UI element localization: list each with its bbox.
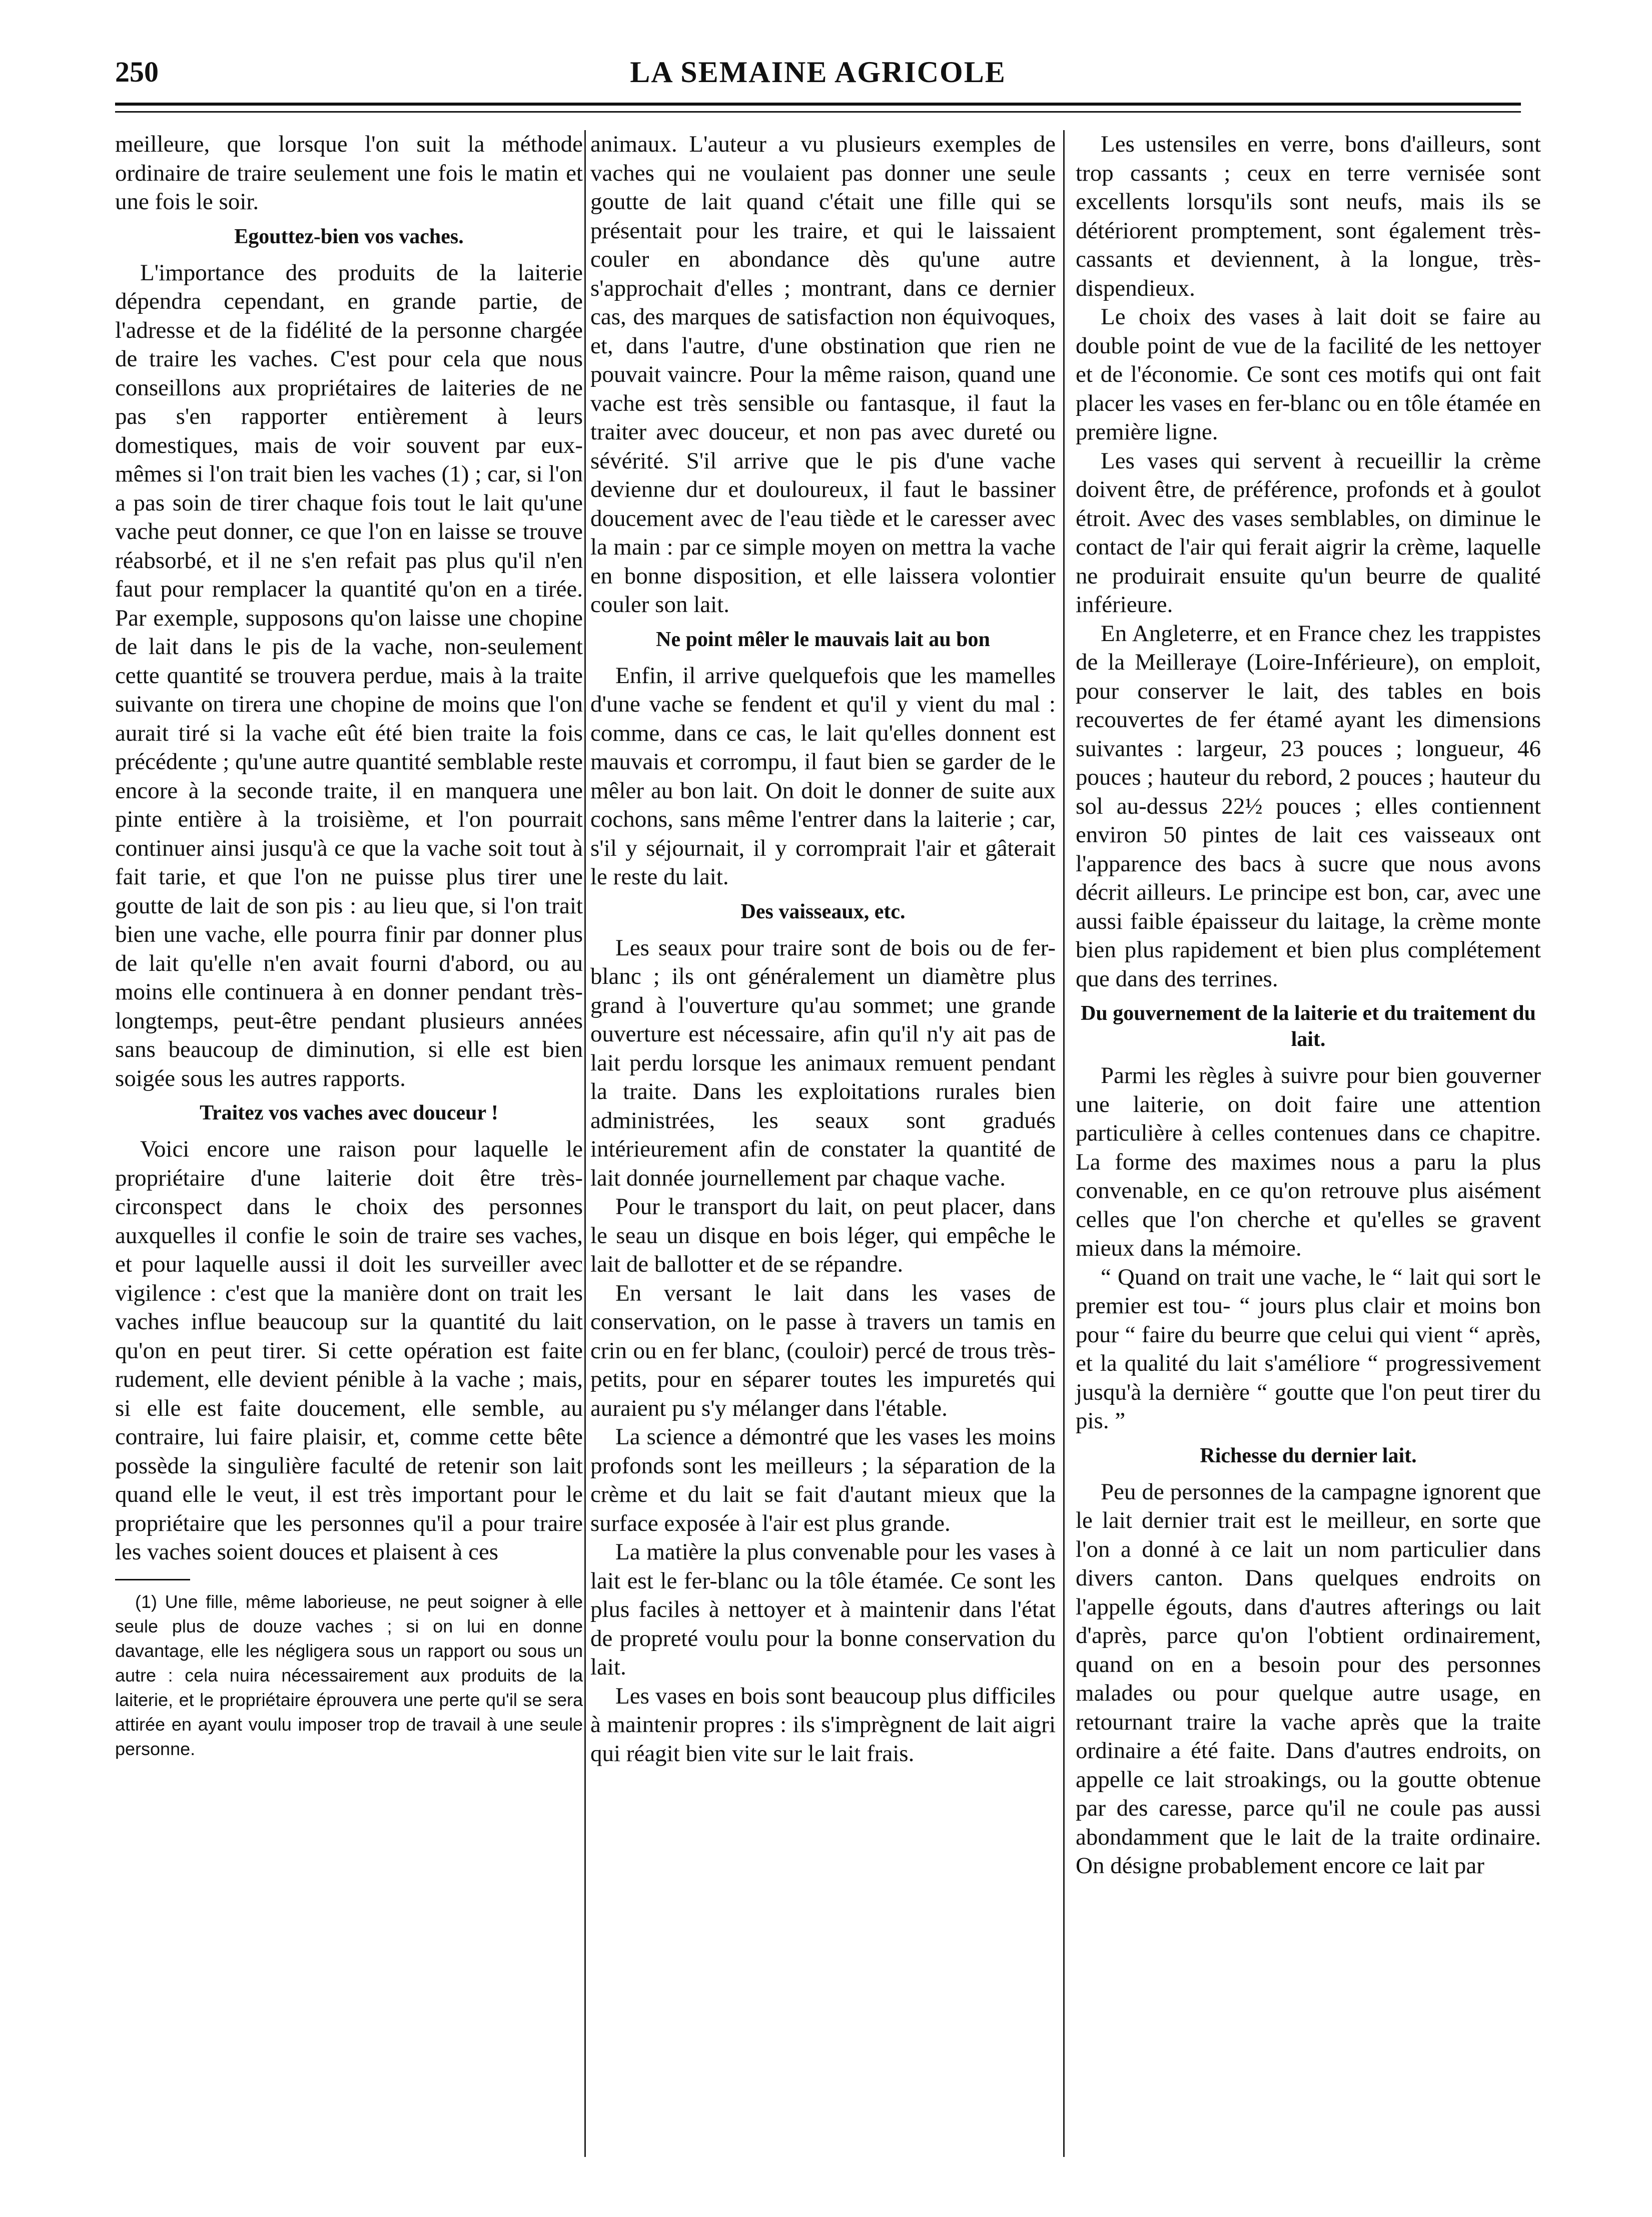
footnote-text: (1) Une fille, même laborieuse, ne peut soigner à elle seule plus de douze vaches ; si on lui en donne davantage, elle les négligera sous un rapport ou sous un autre : cela nuira nécessairement aux produits de la laiterie, et le propriétaire éprouvera une perte qu'il se sera attirée en ayant voulu imposer trop de travail à une seule personne.	[115, 1591, 583, 1759]
paragraph: Les seaux pour traire sont de bois ou de fer-blanc ; ils ont généralement un diamètre plus grand à l'ouverture qu'au sommet; une grande ouverture est nécessaire, afin qu'il n'y ait pas de lait perdu lorsque les animaux remuent pendant la traite. Dans les exploitations rurales bien administrées, les seaux sont gradués intérieurement afin de constater la quantité de lait donnée journellement par chaque vache.	[590, 934, 1056, 1191]
paragraph: animaux. L'auteur a vu plusieurs exemples de vaches qui ne voulaient pas donner une seule goutte de lait quand c'était une fille qui se présentait pour les traire, et qui le laissaient couler en abondance dès qu'une autre s'approchait d'elles ; montrant, dans ce dernier cas, des marques de satisfaction non équivoques, et, dans l'autre, d'une obstination que rien ne pouvait vaincre. Pour la même raison, quand une vache est très sensible ou fantasque, il faut la traiter avec douceur, et non pas avec dureté ou sévérité. S'il arrive que le pis d'une vache devienne dur et douloureux, il faut le bassiner doucement avec de l'eau tiède et le caresser avec la main : par ce simple moyen on mettra la vache en bonne disposition, et elle laissera volontier couler son lait.	[590, 131, 1056, 618]
column-2	[590, 130, 1056, 1768]
section-heading: Du gouvernement de la laiterie et du traitement du lait.	[1081, 1002, 1536, 1051]
paragraph: Les vases en bois sont beaucoup plus difficiles à maintenir propres : ils s'imprègnent de lait aigri qui réagit bien vite sur le lait frais.	[590, 1683, 1056, 1767]
page-number: 250	[115, 56, 159, 88]
paragraph: Parmi les règles à suivre pour bien gouverner une laiterie, on doit faire une attention particulière à celles contenues dans ce chapitre. La forme des maximes nous a paru la plus convenable, en ce qu'on retrouve plus aisément celles que l'on cherche et qu'elles se gravent mieux dans la mémoire.	[1076, 1062, 1541, 1261]
page-header	[115, 55, 1521, 100]
paragraph: La science a démontré que les vases les moins profonds sont les meilleurs ; la séparation de la crème et du lait se fait d'autant mieux que la surface exposée à l'air est plus grande.	[590, 1424, 1056, 1536]
header-rule	[115, 103, 1521, 106]
column-divider	[1063, 130, 1065, 2157]
paragraph: Pour le transport du lait, on peut placer, dans le seau un disque en bois léger, qui empêche le lait de ballotter et de se répandre.	[590, 1194, 1056, 1277]
paragraph: Le choix des vases à lait doit se faire au double point de vue de la facilité de les nettoyer et de l'économie. Ce sont ces motifs qui ont fait placer les vases en fer-blanc ou en tôle étamée en première ligne.	[1076, 304, 1541, 445]
paragraph: La matière la plus convenable pour les vases à lait est le fer-blanc ou la tôle étamée. Ce sont les plus faciles à nettoyer et à maintenir dans l'état de propreté voulu pour la bonne conservation du lait.	[590, 1539, 1056, 1680]
footnote-rule	[115, 1579, 190, 1580]
paragraph: meilleure, que lorsque l'on suit la méthode ordinaire de traire seulement une fois le matin et une fois le soir.	[115, 131, 583, 215]
header-rule-thin	[115, 111, 1521, 113]
paragraph: En versant le lait dans les vases de conservation, on le passe à travers un tamis en crin ou en fer blanc, (couloir) percé de trous très-petits, pour en séparer toutes les impuretés qui auraient pu s'y mélanger dans l'étable.	[590, 1280, 1056, 1421]
section-heading: Egouttez-bien vos vaches.	[234, 225, 464, 248]
section-heading: Traitez vos vaches avec douceur !	[200, 1101, 498, 1125]
paragraph: Les vases qui servent à recueillir la crème doivent être, de préférence, profonds et à goulot étroit. Avec des vases semblables, on diminue le contact de l'air qui ferait aigrir la crème, laquelle ne produirait ensuite qu'un beurre de qualité inférieure.	[1076, 447, 1541, 618]
paragraph: Peu de personnes de la campagne ignorent que le lait dernier trait est le meilleur, en sorte que l'on a donné à ce lait un nom particulier dans divers canton. Dans quelques endroits on l'appelle égouts, dans d'autres afterings ou lait d'après, parce qu'on l'obtient ordinairement, quand on en a besoin pour des personnes malades ou pour quelque autre usage, en retournant traire la vache après que la traite ordinaire a été faite. Dans d'autres endroits, on appelle ce lait stroakings, ou la goutte obtenue par des caresse, parce qu'il ne coule pas aussi abondamment que le lait de la traite ordinaire. On désigne probablement encore ce lait par	[1076, 1478, 1541, 1879]
paragraph: Enfin, il arrive quelquefois que les mamelles d'une vache se fendent et qu'il y vient du mal : comme, dans ce cas, le lait qu'elles donnent est mauvais et corrompu, il faut bien se garder de le mêler au bon lait. On doit le donner de suite aux cochons, sans même l'entrer dans la laiterie ; car, s'il y séjournait, il y corromprait l'air et gâterait le reste du lait.	[590, 662, 1056, 890]
paragraph: En Angleterre, et en France chez les trappistes de la Meilleraye (Loire-Inférieure), on emploit, pour conserver le lait, des tables en bois recouvertes de fer étamé ayant les dimensions suivantes : largeur, 23 pouces ; longueur, 46 pouces ; hauteur du rebord, 2 pouces ; hauteur du sol au-dessus 22½ pouces ; elles contiennent environ 50 pintes de lait ces vaisseaux ont l'apparence des bacs à sucre que nous avons décrit ailleurs. Le principe est bon, car, avec une aussi faible épaisseur du laitage, la crème monte bien plus rapidement et bien plus complétement que dans des terrines.	[1076, 620, 1541, 992]
section-heading: Richesse du dernier lait.	[1200, 1444, 1417, 1467]
column-3	[1076, 130, 1541, 1881]
section-heading: Ne point mêler le mauvais lait au bon	[656, 628, 990, 651]
section-heading: Des vaisseaux, etc.	[740, 900, 906, 923]
column-1	[115, 130, 583, 1761]
paragraph: Les ustensiles en verre, bons d'ailleurs, sont trop cassants ; ceux en terre vernisée sont excellents lorsqu'ils sont neufs, mais ils se détériorent promptement, sont également très-cassants et deviennent, à la longue, très-dispendieux.	[1076, 131, 1541, 301]
paragraph: Voici encore une raison pour laquelle le propriétaire d'une laiterie doit être très-circonspect dans le choix des personnes auxquelles il confie le soin de traire ses vaches, et pour laquelle aussi il doit les surveiller avec vigilence : c'est que la manière dont on trait les vaches influe beaucoup sur la quantité du lait qu'on en peut tirer. Si cette opération est faite rudement, elle devient pénible à la vache ; mais, si elle est faite doucement, elle semble, au contraire, lui faire plaisir, et, comme cette bête possède la singulière faculté de retenir son lait quand elle le veut, il est très important pour le propriétaire que les personnes qu'il a pour traire les vaches soient douces et plaisent à ces	[115, 1136, 583, 1565]
paragraph: L'importance des produits de la laiterie dépendra cependant, en grande partie, de l'adresse et de la fidélité de la personne chargée de traire les vaches. C'est pour cela que nous conseillons aux propriétaires de laiteries de ne pas s'en rapporter entièrement à leurs domestiques, mais de voir souvent par eux-mêmes si l'on trait bien les vaches (1) ; car, si l'on a pas soin de tirer chaque fois tout le lait qu'une vache peut donner, ce que l'on en laisse se trouve réabsorbé, et il ne s'en refait pas plus qu'il n'en faut pour remplacer la quantité qu'on en a tirée. Par exemple, supposons qu'on laisse une chopine de lait dans le pis de la vache, non-seulement cette quantité se trouvera perdue, mais à la traite suivante on tirera une chopine de moins que l'on aurait tiré si la vache eût été bien traite la fois précédente ; qu'une autre quantité semblable reste encore à la seconde traite, il en manquera une pinte entière à la troisième, et l'on pourrait continuer ainsi jusqu'à ce que la vache soit tout à fait tarie, et que l'on ne puisse plus tirer une goutte de lait de son pis : au lieu que, si l'on trait bien une vache, elle pourra finir par donner plus de lait qu'elle n'en avait fourni d'abord, ou au moins elle continuera à en donner pendant très-longtemps, peut-être pendant plusieurs années sans beaucoup de diminution, si elle est bien soigée sous les autres rapports.	[115, 259, 583, 1091]
footnote	[115, 1589, 583, 1761]
journal-title: LA SEMAINE AGRICOLE	[630, 56, 1006, 89]
quote-paragraph: “ Quand on trait une vache, le “ lait qui sort le premier est tou- “ jours plus clair et moins bon pour “ faire du beurre que celui qui vient “ après, et la qualité du lait s'améliore “ progressivement jusqu'à la dernière “ goutte que l'on peut tirer du pis. ”	[1076, 1264, 1541, 1434]
column-divider	[584, 130, 586, 2157]
